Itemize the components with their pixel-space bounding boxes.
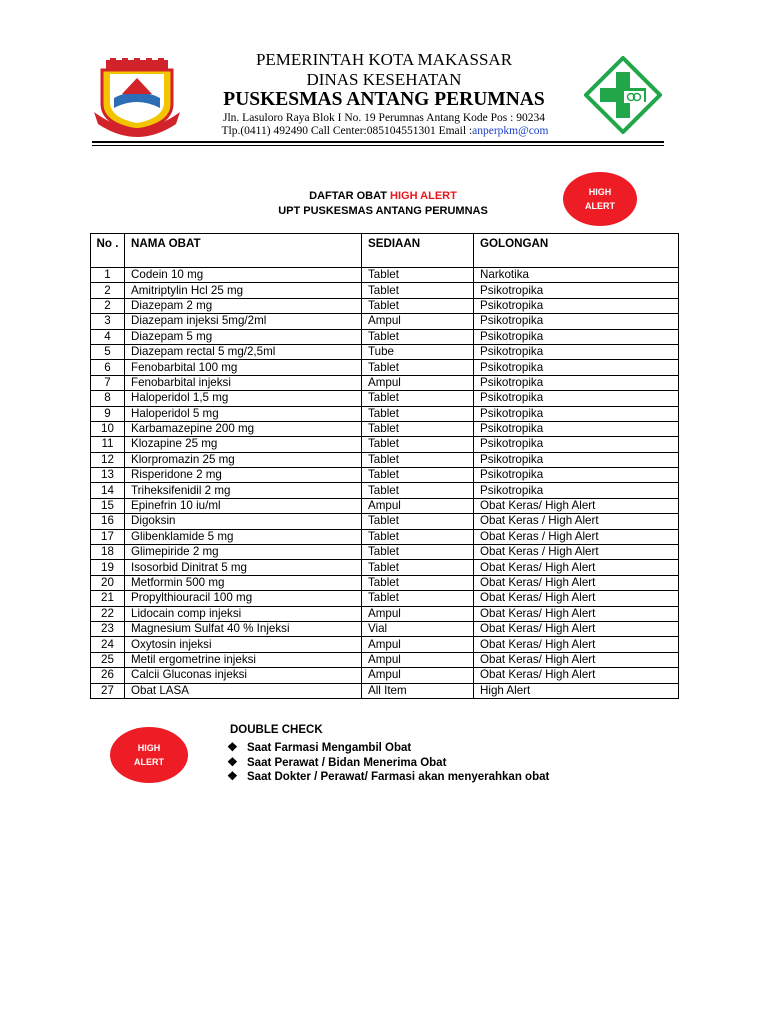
header-no: No . [91, 234, 125, 268]
drug-name: Metil ergometrine injeksi [125, 652, 362, 667]
dosage-form: Tablet [362, 268, 474, 283]
badge-line2: ALERT [585, 201, 615, 211]
drug-category: Psikotropika [474, 360, 679, 375]
row-number: 15 [91, 498, 125, 513]
row-number: 8 [91, 391, 125, 406]
drug-category: Obat Keras/ High Alert [474, 668, 679, 683]
drug-name: Amitriptylin Hcl 25 mg [125, 283, 362, 298]
drug-category: Obat Keras/ High Alert [474, 498, 679, 513]
drug-name: Diazepam rectal 5 mg/2,5ml [125, 344, 362, 359]
dosage-form: Vial [362, 621, 474, 636]
document-subtitle: UPT PUSKESMAS ANTANG PERUMNAS [278, 205, 488, 217]
drug-category: Obat Keras/ High Alert [474, 591, 679, 606]
table-row [91, 268, 679, 283]
drug-name: Oxytosin injeksi [125, 637, 362, 652]
table-row [91, 344, 679, 359]
drug-category: Obat Keras/ High Alert [474, 637, 679, 652]
drug-name: Diazepam injeksi 5mg/2ml [125, 314, 362, 329]
letterhead-government: PEMERINTAH KOTA MAKASSAR [255, 50, 513, 69]
drug-name: Metformin 500 mg [125, 575, 362, 590]
row-number: 2 [91, 283, 125, 298]
high-alert-badge [563, 172, 637, 226]
double-check-text: Saat Farmasi Mengambil Obat [247, 742, 412, 754]
dosage-form: Tablet [362, 545, 474, 560]
makassar-city-emblem [92, 58, 182, 138]
row-number: 23 [91, 621, 125, 636]
dosage-form: Tube [362, 344, 474, 359]
drug-category: Obat Keras/ High Alert [474, 621, 679, 636]
drug-category: Obat Keras / High Alert [474, 514, 679, 529]
dosage-form: Tablet [362, 560, 474, 575]
dosage-form: Tablet [362, 329, 474, 344]
table-row [91, 668, 679, 683]
table-row [91, 591, 679, 606]
drug-category: Psikotropika [474, 483, 679, 498]
title-prefix: DAFTAR OBAT [309, 190, 391, 202]
row-number: 17 [91, 529, 125, 544]
drug-category: Psikotropika [474, 468, 679, 483]
document-title [160, 190, 606, 202]
table-row [91, 437, 679, 452]
header-dosage-form: SEDIAAN [362, 234, 474, 268]
table-row [91, 560, 679, 575]
row-number: 7 [91, 375, 125, 390]
dosage-form: Ampul [362, 652, 474, 667]
drug-name: Diazepam 5 mg [125, 329, 362, 344]
drug-category: Psikotropika [474, 437, 679, 452]
table-row [91, 298, 679, 313]
letterhead-rule-thin [92, 145, 664, 146]
diamond-bullet-icon: ❖ [227, 755, 238, 769]
header-category: GOLONGAN [474, 234, 679, 268]
row-number: 6 [91, 360, 125, 375]
drug-category: Psikotropika [474, 329, 679, 344]
table-row [91, 452, 679, 467]
drug-name: Codein 10 mg [125, 268, 362, 283]
drug-name: Klozapine 25 mg [125, 437, 362, 452]
drug-name: Calcii Gluconas injeksi [125, 668, 362, 683]
high-alert-badge-bottom [110, 727, 188, 783]
drug-name: Haloperidol 1,5 mg [125, 391, 362, 406]
drug-category: Psikotropika [474, 344, 679, 359]
double-check-title: DOUBLE CHECK [230, 724, 323, 736]
row-number: 25 [91, 652, 125, 667]
row-number: 2 [91, 298, 125, 313]
dosage-form: Tablet [362, 437, 474, 452]
table-row [91, 283, 679, 298]
row-number: 13 [91, 468, 125, 483]
dosage-form: Tablet [362, 483, 474, 498]
diamond-bullet-icon: ❖ [227, 740, 238, 754]
double-check-item [227, 755, 446, 769]
table-row [91, 514, 679, 529]
table-header-row [91, 234, 679, 268]
dosage-form: Tablet [362, 391, 474, 406]
drug-name: Triheksifenidil 2 mg [125, 483, 362, 498]
badge-line1: HIGH [588, 187, 612, 197]
table-row [91, 360, 679, 375]
table-row [91, 606, 679, 621]
letterhead-rule-thick [92, 141, 664, 143]
table-row [91, 498, 679, 513]
contact-info: Tlp.(0411) 492490 Call Center:085104551301 Email : [221, 125, 473, 137]
row-number: 14 [91, 483, 125, 498]
table-row [91, 683, 679, 698]
table-row [91, 406, 679, 421]
dosage-form: Tablet [362, 591, 474, 606]
row-number: 24 [91, 637, 125, 652]
dosage-form: Tablet [362, 283, 474, 298]
drug-category: Psikotropika [474, 298, 679, 313]
row-number: 5 [91, 344, 125, 359]
drug-name: Diazepam 2 mg [125, 298, 362, 313]
table-row [91, 329, 679, 344]
drug-category: Psikotropika [474, 452, 679, 467]
table-row [91, 314, 679, 329]
drug-name: Fenobarbital injeksi [125, 375, 362, 390]
drug-category: Psikotropika [474, 375, 679, 390]
table-row [91, 375, 679, 390]
drug-name: Glimepiride 2 mg [125, 545, 362, 560]
row-number: 16 [91, 514, 125, 529]
letterhead-address: Jln. Lasuloro Raya Blok I No. 19 Perumnas Antang Kode Pos : 90234 [223, 112, 545, 124]
drug-name: Fenobarbital 100 mg [125, 360, 362, 375]
table-row [91, 529, 679, 544]
row-number: 27 [91, 683, 125, 698]
double-check-item [227, 769, 549, 783]
drug-category: Psikotropika [474, 406, 679, 421]
drug-category: High Alert [474, 683, 679, 698]
row-number: 22 [91, 606, 125, 621]
puskesmas-logo [584, 56, 662, 134]
drug-name: Karbamazepine 200 mg [125, 421, 362, 436]
high-alert-drug-table [90, 233, 679, 699]
drug-name: Isosorbid Dinitrat 5 mg [125, 560, 362, 575]
drug-category: Obat Keras / High Alert [474, 529, 679, 544]
drug-category: Narkotika [474, 268, 679, 283]
drug-name: Epinefrin 10 iu/ml [125, 498, 362, 513]
table-row [91, 468, 679, 483]
table-row [91, 421, 679, 436]
dosage-form: Tablet [362, 360, 474, 375]
drug-name: Propylthiouracil 100 mg [125, 591, 362, 606]
drug-name: Klorpromazin 25 mg [125, 452, 362, 467]
letterhead-contact [170, 125, 600, 137]
table-row [91, 391, 679, 406]
drug-name: Risperidone 2 mg [125, 468, 362, 483]
table-row [91, 545, 679, 560]
double-check-text: Saat Perawat / Bidan Menerima Obat [247, 757, 447, 769]
drug-category: Obat Keras/ High Alert [474, 560, 679, 575]
drug-category: Obat Keras/ High Alert [474, 652, 679, 667]
row-number: 19 [91, 560, 125, 575]
drug-name: Glibenklamide 5 mg [125, 529, 362, 544]
row-number: 26 [91, 668, 125, 683]
letterhead-department: DINAS KESEHATAN [306, 70, 462, 89]
row-number: 11 [91, 437, 125, 452]
drug-category: Psikotropika [474, 421, 679, 436]
diamond-bullet-icon: ❖ [227, 769, 238, 783]
badge-line2: ALERT [134, 757, 164, 767]
table-row [91, 575, 679, 590]
dosage-form: Tablet [362, 468, 474, 483]
row-number: 10 [91, 421, 125, 436]
row-number: 21 [91, 591, 125, 606]
drug-category: Obat Keras / High Alert [474, 545, 679, 560]
dosage-form: Tablet [362, 298, 474, 313]
table-row [91, 483, 679, 498]
row-number: 1 [91, 268, 125, 283]
dosage-form: Ampul [362, 668, 474, 683]
drug-name: Obat LASA [125, 683, 362, 698]
dosage-form: Ampul [362, 375, 474, 390]
row-number: 18 [91, 545, 125, 560]
drug-category: Obat Keras/ High Alert [474, 606, 679, 621]
dosage-form: Ampul [362, 314, 474, 329]
dosage-form: Tablet [362, 529, 474, 544]
drug-category: Obat Keras/ High Alert [474, 575, 679, 590]
drug-name: Digoksin [125, 514, 362, 529]
double-check-item [227, 740, 411, 754]
dosage-form: Tablet [362, 406, 474, 421]
drug-name: Haloperidol 5 mg [125, 406, 362, 421]
table-row [91, 621, 679, 636]
badge-line1: HIGH [137, 743, 161, 753]
row-number: 20 [91, 575, 125, 590]
dosage-form: Ampul [362, 637, 474, 652]
dosage-form: Tablet [362, 514, 474, 529]
title-highlight: HIGH ALERT [390, 190, 457, 202]
dosage-form: Tablet [362, 452, 474, 467]
row-number: 3 [91, 314, 125, 329]
dosage-form: Ampul [362, 498, 474, 513]
dosage-form: Ampul [362, 606, 474, 621]
drug-category: Psikotropika [474, 314, 679, 329]
row-number: 4 [91, 329, 125, 344]
email-link[interactable]: anperpkm@com [472, 125, 549, 137]
dosage-form: Tablet [362, 421, 474, 436]
table-row [91, 652, 679, 667]
dosage-form: Tablet [362, 575, 474, 590]
header-drug-name: NAMA OBAT [125, 234, 362, 268]
drug-name: Magnesium Sulfat 40 % Injeksi [125, 621, 362, 636]
row-number: 12 [91, 452, 125, 467]
table-row [91, 637, 679, 652]
row-number: 9 [91, 406, 125, 421]
drug-category: Psikotropika [474, 391, 679, 406]
double-check-text: Saat Dokter / Perawat/ Farmasi akan menyerahkan obat [247, 771, 550, 783]
drug-category: Psikotropika [474, 283, 679, 298]
drug-name: Lidocain comp injeksi [125, 606, 362, 621]
dosage-form: All Item [362, 683, 474, 698]
letterhead-institution: PUSKESMAS ANTANG PERUMNAS [223, 89, 545, 110]
